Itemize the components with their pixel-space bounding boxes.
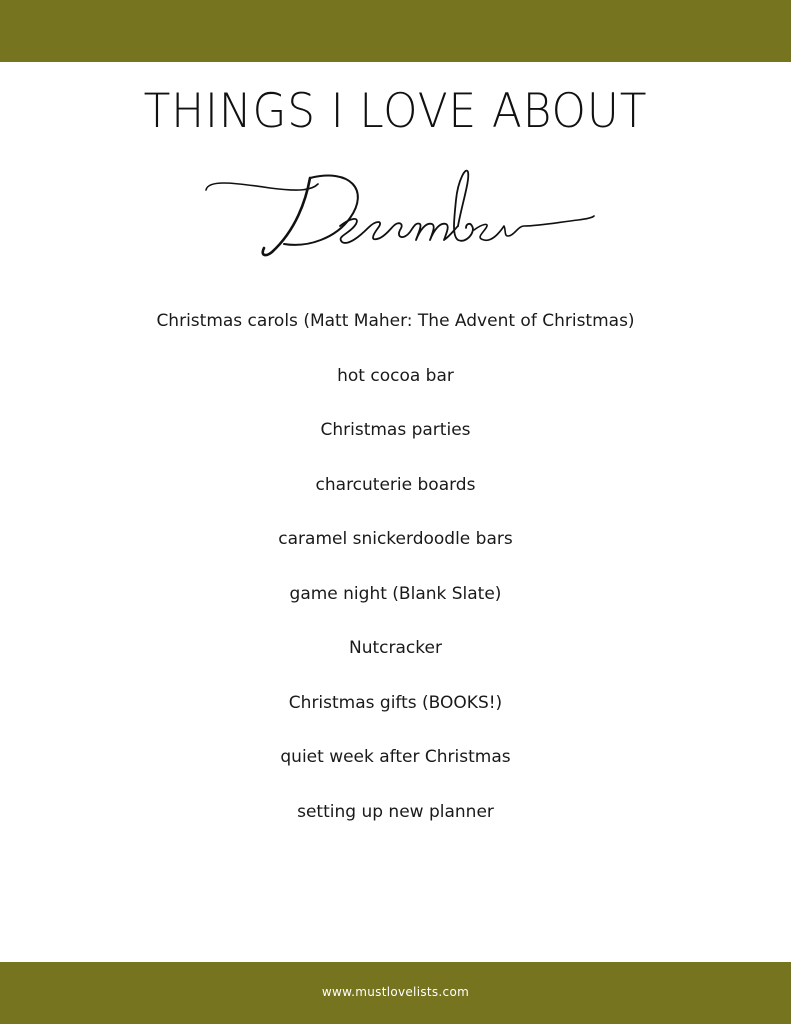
list-item: Christmas gifts (BOOKS!) bbox=[288, 692, 503, 713]
list-item: quiet week after Christmas bbox=[280, 747, 511, 767]
list-item: setting up new planner bbox=[297, 801, 494, 822]
footer-website-link[interactable]: www.mustlovelists.com bbox=[321, 985, 470, 999]
list-item: hot cocoa bar bbox=[337, 365, 454, 386]
list-item: caramel snickerdoodle bars bbox=[278, 529, 513, 549]
list-item: game night (Blank Slate) bbox=[289, 583, 502, 604]
footer-band bbox=[0, 962, 791, 1024]
december-script-lettering bbox=[200, 160, 600, 270]
script-month-title bbox=[200, 160, 600, 270]
list-item: Christmas carols (Matt Maher: The Advent of Christmas) bbox=[156, 311, 635, 331]
list-item: charcuterie boards bbox=[315, 474, 476, 495]
love-list bbox=[0, 306, 791, 851]
top-color-band bbox=[0, 0, 791, 62]
list-item: Nutcracker bbox=[349, 638, 442, 658]
list-item: Christmas parties bbox=[320, 420, 471, 440]
page-title: THINGS I LOVE ABOUT bbox=[143, 84, 648, 139]
